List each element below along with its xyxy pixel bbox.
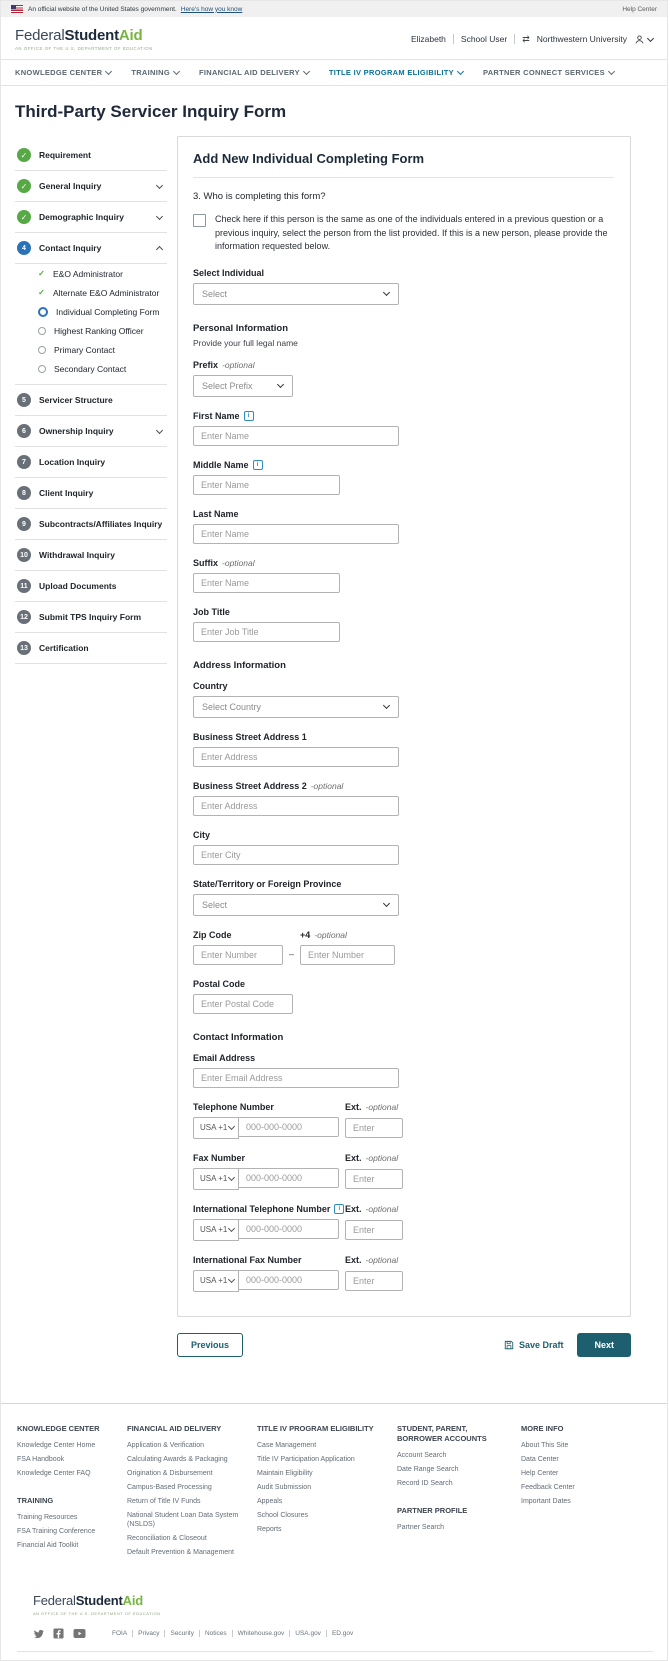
substep-secondary-contact[interactable]: Secondary Contact — [37, 359, 167, 378]
email-address-field: Email Address Enter Email Address — [193, 1053, 614, 1088]
person-icon — [634, 34, 645, 45]
business-street-address-1-field: Business Street Address 1 Enter Address — [193, 732, 614, 767]
same-person-checkbox[interactable] — [193, 214, 206, 227]
footer-link[interactable]: Feedback Center — [521, 1483, 575, 1491]
legal-link[interactable]: USA.gov — [289, 1630, 326, 1637]
contact-information-heading: Contact Information — [193, 1031, 284, 1043]
legal-link[interactable]: Whitehouse.gov — [232, 1630, 290, 1637]
sidebar-item-withdrawal-inquiry[interactable]: 10 Withdrawal Inquiry — [15, 540, 167, 570]
last-name-input[interactable] — [193, 524, 399, 544]
step-number-icon: 11 — [17, 579, 31, 593]
logo-student: Student — [64, 27, 119, 44]
sidebar-item-ownership-inquiry[interactable]: 6 Ownership Inquiry — [15, 416, 167, 446]
chevron-down-icon — [228, 1276, 235, 1283]
header — [1, 17, 667, 59]
stepper-sidebar — [15, 136, 167, 664]
footer-column: MORE INFO About This Site Data Center Help Center Feedback Center Important Dates — [521, 1412, 607, 1563]
fsa-logo[interactable] — [15, 27, 153, 51]
footer-logo-tagline: AN OFFICE OF THE U.S. DEPARTMENT OF EDUCATION — [33, 1611, 161, 1617]
select-individual-dropdown[interactable]: Select — [193, 283, 399, 305]
chevron-down-icon — [173, 68, 180, 75]
header-separator — [453, 34, 454, 44]
sidebar-item-submit-tps-inquiry-form[interactable]: 12 Submit TPS Inquiry Form — [15, 602, 167, 632]
footer-link[interactable]: Reports — [257, 1526, 282, 1534]
page-end-divider — [17, 1651, 653, 1660]
address-information-heading: Address Information — [193, 659, 286, 671]
sidebar-item-location-inquiry[interactable]: 7 Location Inquiry — [15, 447, 167, 477]
banner-link[interactable]: Here's how you know — [180, 5, 243, 13]
footer-link[interactable]: Application & Verification — [127, 1441, 205, 1449]
same-person-checkbox-row — [193, 213, 614, 254]
footer-link[interactable]: Training Resources — [17, 1514, 78, 1522]
footer-column: TITLE IV PROGRAM ELIGIBILITY Case Management Title IV Participation Application Maintain Eligibility Audit Submission Appeals School Closures Reports — [257, 1412, 383, 1563]
chevron-down-icon — [228, 1174, 235, 1181]
banner-text: An official website of the United States government. — [28, 5, 177, 13]
legal-link[interactable]: FOIA — [112, 1630, 128, 1638]
city-field: City Enter City — [193, 830, 614, 865]
legal-links — [107, 1630, 358, 1637]
telephone-country-code-dropdown[interactable]: USA +1 — [193, 1117, 239, 1139]
legal-link[interactable]: ED.gov — [326, 1630, 358, 1637]
international-telephone-number-field: International Telephone Number i Ext. -optional USA +1 000-000-0000 Enter — [193, 1204, 614, 1241]
international-telephone-number-input[interactable] — [239, 1219, 339, 1239]
check-icon: ✓ — [38, 288, 45, 297]
chevron-down-icon — [303, 68, 310, 75]
business-street-address-2-input[interactable] — [193, 796, 399, 816]
sidebar-item-requirement[interactable]: ✓ Requirement — [15, 140, 167, 170]
step-number-icon: 6 — [17, 424, 31, 438]
chevron-down-icon — [383, 702, 390, 709]
page-title: Third-Party Servicer Inquiry Form — [15, 102, 287, 121]
step-number-icon: 9 — [17, 517, 31, 531]
footer-link[interactable]: Maintain Eligibility — [257, 1469, 313, 1477]
chevron-down-icon — [156, 426, 163, 433]
footer-link[interactable]: Record ID Search — [397, 1479, 453, 1487]
footer-link[interactable]: Case Management — [257, 1441, 317, 1449]
nav-knowledge-center[interactable]: KNOWLEDGE CENTER — [15, 68, 111, 77]
chevron-down-icon — [228, 1123, 235, 1130]
business-street-address-1-input[interactable] — [193, 747, 399, 767]
substep-highest-ranking-officer[interactable]: Highest Ranking Officer — [37, 321, 167, 340]
todo-step-ring-icon — [38, 365, 46, 373]
country-field: Country Select Country — [193, 681, 614, 718]
substep-individual-completing-form[interactable]: Individual Completing Form — [37, 302, 167, 321]
logo-federal: Federal — [15, 27, 65, 44]
nav-partner-connect-services[interactable]: PARTNER CONNECT SERVICES — [483, 68, 614, 77]
step-number-icon: 13 — [17, 641, 31, 655]
user-role[interactable]: School User — [460, 34, 508, 44]
main-nav — [1, 59, 667, 86]
footer-link[interactable]: Return of Title IV Funds — [127, 1498, 201, 1505]
footer-link[interactable]: Help Center — [521, 1469, 559, 1477]
info-icon[interactable]: i — [244, 411, 254, 421]
step-number-icon: 5 — [17, 393, 31, 407]
state-dropdown[interactable]: Select — [193, 894, 399, 916]
nav-training[interactable]: TRAINING — [131, 68, 179, 77]
footer-link[interactable]: Date Range Search — [397, 1465, 459, 1473]
footer-link[interactable]: Appeals — [257, 1498, 283, 1505]
footer-link[interactable]: Audit Submission — [257, 1483, 312, 1491]
content — [1, 136, 667, 1317]
check-circle-icon: ✓ — [17, 179, 31, 193]
city-input[interactable] — [193, 845, 399, 865]
footer-column: STUDENT, PARENT, BORROWER ACCOUNTS Account Search Date Range Search Record ID Search PARTNER PROFILE Partner Search — [397, 1412, 507, 1563]
chevron-up-icon — [156, 245, 163, 252]
step-number-icon: 4 — [17, 241, 31, 255]
user-name[interactable]: Elizabeth — [410, 34, 446, 44]
form-actions — [177, 1333, 631, 1357]
middle-name-input[interactable] — [193, 475, 340, 495]
legal-link[interactable]: Privacy — [132, 1630, 164, 1637]
first-name-input[interactable] — [193, 426, 399, 446]
sidebar-item-servicer-structure[interactable]: 5 Servicer Structure — [15, 385, 167, 415]
footer-link[interactable]: FSA Handbook — [17, 1455, 65, 1463]
chevron-down-icon — [383, 289, 390, 296]
chevron-down-icon — [608, 68, 615, 75]
footer-link[interactable]: Reconciliation & Closeout — [127, 1535, 207, 1543]
logo-tagline: AN OFFICE OF THE U.S. DEPARTMENT OF EDUCATION — [15, 46, 153, 51]
chevron-down-icon — [105, 68, 112, 75]
step-number-icon: 8 — [17, 486, 31, 500]
footer-link[interactable]: Financial Aid Toolkit — [17, 1542, 79, 1550]
footer-column: FINANCIAL AID DELIVERY Application & Verification Calculating Awards & Packaging Origination & Disbursement Campus-Based Processing Return of Title IV Funds National Student Loan Data System (NSLDS) Reconciliation & Closeout Default Prevention & Management — [127, 1412, 243, 1563]
legal-link[interactable]: Notices — [199, 1630, 232, 1637]
footer-link[interactable]: Origination & Disbursement — [127, 1469, 213, 1477]
chevron-down-icon — [277, 381, 284, 388]
current-step-ring-icon — [38, 307, 48, 317]
telephone-ext-input[interactable] — [345, 1118, 403, 1138]
last-name-field: Last Name Enter Name — [193, 509, 614, 544]
international-fax-number-field: International Fax Number Ext. -optional USA +1 000-000-0000 Enter — [193, 1255, 614, 1292]
zip-code-row — [193, 930, 614, 965]
footer-bottom — [17, 1562, 653, 1651]
save-icon — [504, 1340, 514, 1350]
contact-inquiry-substeps — [15, 264, 167, 384]
step-number-icon: 10 — [17, 548, 31, 562]
chevron-down-icon — [228, 1225, 235, 1232]
fax-number-field: Fax Number Ext. -optional USA +1 000-000-0000 Enter — [193, 1153, 614, 1190]
nav-financial-aid-delivery[interactable]: FINANCIAL AID DELIVERY — [199, 68, 309, 77]
job-title-field: Job Title Enter Job Title — [193, 607, 614, 642]
suffix-field: Suffix -optional Enter Name — [193, 558, 614, 593]
form-heading: Add New Individual Completing Form — [193, 151, 425, 166]
email-address-input[interactable] — [193, 1068, 399, 1088]
divider — [193, 177, 614, 178]
fax-ext-input[interactable] — [345, 1169, 403, 1189]
help-center-link[interactable]: Help Center — [622, 5, 657, 13]
personal-information-subtext: Provide your full legal name — [193, 337, 298, 348]
footer-link[interactable]: Default Prevention & Management — [127, 1549, 235, 1557]
step-number-icon: 12 — [17, 610, 31, 624]
zip-dash: – — [289, 948, 295, 959]
footer-column: KNOWLEDGE CENTER Knowledge Center Home FSA Handbook Knowledge Center FAQ TRAINING Training Resources FSA Training Conference Financial Aid Toolkit — [17, 1412, 113, 1563]
zip-code-input[interactable] — [193, 945, 283, 965]
prefix-dropdown[interactable]: Select Prefix — [193, 375, 293, 397]
youtube-icon[interactable] — [73, 1628, 86, 1639]
form-question: 3. Who is completing this form? — [193, 191, 326, 202]
footer-link[interactable]: Partner Search — [397, 1524, 445, 1532]
middle-name-field: Middle Name i Enter Name — [193, 460, 614, 495]
fax-number-input[interactable] — [239, 1168, 339, 1188]
twitter-icon[interactable] — [33, 1628, 44, 1639]
us-flag-icon — [11, 5, 23, 13]
todo-step-ring-icon — [38, 327, 46, 335]
fsa-footer-logo[interactable]: FederalStudentAid AN OFFICE OF THE U.S. DEPARTMENT OF EDUCATION — [33, 1592, 639, 1616]
footer-link[interactable]: FSA Training Conference — [17, 1528, 96, 1536]
footer-legal-row — [33, 1628, 639, 1651]
switch-org-icon[interactable]: ⇄ — [522, 33, 530, 44]
gov-banner — [1, 1, 667, 17]
footer-link[interactable]: Campus-Based Processing — [127, 1483, 212, 1491]
footer-link[interactable]: Calculating Awards & Packaging — [127, 1455, 228, 1463]
sidebar-item-certification[interactable]: 13 Certification — [15, 633, 167, 663]
substep-primary-contact[interactable]: Primary Contact — [37, 340, 167, 359]
chevron-down-icon — [156, 181, 163, 188]
footer-link[interactable]: National Student Loan Data System (NSLDS) — [127, 1512, 239, 1529]
next-button[interactable]: Next — [577, 1333, 631, 1357]
substep-alternate-eo-administrator[interactable]: ✓ Alternate E&O Administrator — [38, 287, 160, 298]
previous-button[interactable]: Previous — [177, 1333, 243, 1357]
sidebar-item-contact-inquiry[interactable]: 4 Contact Inquiry — [15, 233, 167, 263]
zip-code-field: Zip Code Enter Number — [193, 930, 283, 965]
footer-link[interactable]: School Closures — [257, 1512, 308, 1520]
job-title-input[interactable] — [193, 622, 340, 642]
zip-plus4-input[interactable] — [300, 945, 395, 965]
footer-link[interactable]: Knowledge Center Home — [17, 1441, 96, 1449]
legal-link[interactable]: Security — [164, 1630, 198, 1637]
sidebar-item-demographic-inquiry[interactable]: ✓ Demographic Inquiry — [15, 202, 167, 232]
international-fax-country-code-dropdown[interactable]: USA +1 — [193, 1270, 239, 1292]
nav-title-iv-program-eligibility[interactable]: TITLE IV PROGRAM ELIGIBILITY — [329, 68, 463, 77]
chevron-down-icon — [156, 212, 163, 219]
telephone-number-field: Telephone Number Ext. -optional USA +1 000-000-0000 Enter — [193, 1102, 614, 1139]
save-draft-button[interactable]: Save Draft — [504, 1340, 564, 1350]
check-circle-icon: ✓ — [17, 148, 31, 162]
international-telephone-country-code-dropdown[interactable]: USA +1 — [193, 1219, 239, 1241]
sidebar-item-general-inquiry[interactable]: ✓ General Inquiry — [15, 171, 167, 201]
step-number-icon: 7 — [17, 455, 31, 469]
header-separator — [514, 34, 515, 44]
chevron-down-icon — [457, 68, 464, 75]
account-menu[interactable] — [634, 34, 653, 45]
personal-information-heading: Personal Information — [193, 322, 289, 334]
same-person-checkbox-label: Check here if this person is the same as one of the individuals entered in a previous question or a previous inquiry, select the person from the list provided. If this is a new person, please provide the information requested below. — [215, 214, 608, 251]
fax-country-code-dropdown[interactable]: USA +1 — [193, 1168, 239, 1190]
suffix-input[interactable] — [193, 573, 340, 593]
footer-link[interactable]: Important Dates — [521, 1498, 571, 1505]
first-name-field: First Name i Enter Name — [193, 411, 614, 446]
chevron-down-icon — [647, 34, 654, 41]
international-fax-ext-input[interactable] — [345, 1271, 403, 1291]
telephone-number-input[interactable] — [239, 1117, 339, 1137]
sidebar-item-upload-documents[interactable]: 11 Upload Documents — [15, 571, 167, 601]
org-name[interactable]: Northwestern University — [536, 34, 627, 44]
todo-step-ring-icon — [38, 346, 46, 354]
international-fax-number-input[interactable] — [239, 1270, 339, 1290]
facebook-icon[interactable] — [53, 1628, 64, 1639]
sidebar-item-subcontracts-affiliates-inquiry[interactable]: 9 Subcontracts/Affiliates Inquiry — [15, 509, 167, 539]
info-icon[interactable]: i — [334, 1204, 344, 1214]
header-user-area — [411, 34, 653, 45]
logo-aid: Aid — [118, 27, 143, 44]
country-dropdown[interactable]: Select Country — [193, 696, 399, 718]
footer — [1, 1403, 667, 1661]
select-individual-field: Select Individual Select — [193, 268, 614, 305]
postal-code-input[interactable] — [193, 994, 293, 1014]
footer-link[interactable]: About This Site — [521, 1441, 569, 1449]
check-icon: ✓ — [38, 269, 45, 278]
divider — [15, 663, 167, 664]
footer-link[interactable]: Data Center — [521, 1455, 559, 1463]
form-card — [177, 136, 631, 1317]
state-field: State/Territory or Foreign Province Select — [193, 879, 614, 916]
chevron-down-icon — [383, 900, 390, 907]
sidebar-item-client-inquiry[interactable]: 8 Client Inquiry — [15, 478, 167, 508]
info-icon[interactable]: i — [253, 460, 263, 470]
footer-link[interactable]: Title IV Participation Application — [257, 1455, 355, 1463]
international-telephone-ext-input[interactable] — [345, 1220, 403, 1240]
footer-link[interactable]: Account Search — [397, 1451, 447, 1459]
check-circle-icon: ✓ — [17, 210, 31, 224]
substep-eo-administrator[interactable]: ✓ E&O Administrator — [38, 268, 123, 279]
prefix-field: Prefix -optional Select Prefix — [193, 360, 614, 397]
business-street-address-2-field: Business Street Address 2 -optional Enter Address — [193, 781, 614, 816]
zip-plus4-field: +4 -optional Enter Number — [300, 930, 395, 965]
postal-code-field: Postal Code Enter Postal Code — [193, 979, 614, 1014]
footer-link[interactable]: Knowledge Center FAQ — [17, 1469, 91, 1477]
